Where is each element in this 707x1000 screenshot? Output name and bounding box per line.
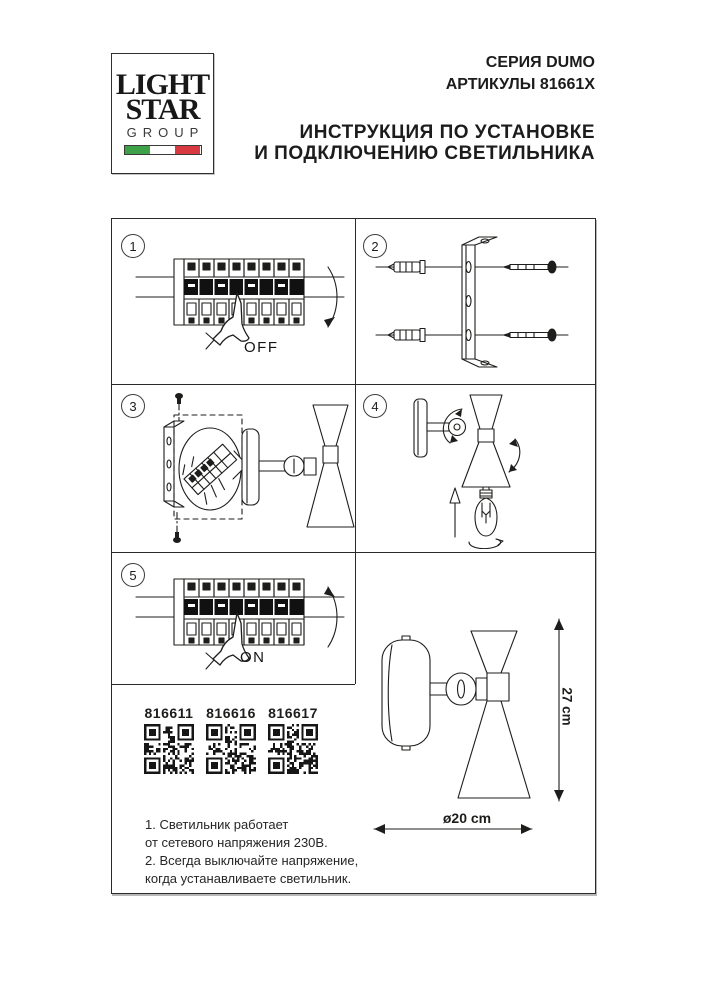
- qr-code-816611: [144, 724, 194, 774]
- off-label: OFF: [244, 339, 279, 356]
- grid-divider-row1: [112, 384, 595, 385]
- qr-code-816617: [268, 724, 318, 774]
- note-line-2: от сетевого напряжения 230В.: [145, 835, 328, 850]
- logo-word-group: GROUP: [126, 125, 205, 140]
- wiring-connection-illustration: [130, 389, 355, 547]
- series-and-articles: [446, 52, 595, 96]
- step-3-number: 3: [121, 394, 145, 418]
- qr-code-816616: [206, 724, 256, 774]
- step-5-number: 5: [121, 563, 145, 587]
- title-line-1: ИНСТРУКЦИЯ ПО УСТАНОВКЕ: [299, 122, 595, 143]
- flag-white-segment: [150, 146, 175, 154]
- series-label: СЕРИЯ DUMO: [485, 54, 595, 71]
- articles-label: АРТИКУЛЫ 81661X: [445, 76, 595, 93]
- safety-notes: [145, 816, 360, 888]
- article-number-3: 816617: [268, 705, 318, 721]
- title-line-2: И ПОДКЛЮЧЕНИЮ СВЕТИЛЬНИКА: [254, 143, 595, 164]
- logo-word-star: STAR: [125, 93, 200, 126]
- step-1-number: 1: [121, 234, 145, 258]
- flag-green-segment: [125, 146, 150, 154]
- diameter-dimension-label: ø20 cm: [442, 810, 492, 826]
- mounting-bracket-illustration: [364, 233, 582, 371]
- article-number-2: 816616: [206, 705, 256, 721]
- step-4-number: 4: [363, 394, 387, 418]
- note-line-1: 1. Светильник работает: [145, 817, 289, 832]
- italian-flag-bar: [124, 145, 202, 155]
- logo-word-light: LIGHT: [115, 68, 210, 101]
- flag-red-segment: [175, 146, 200, 154]
- height-dimension-label: 27 cm: [559, 687, 575, 726]
- note-line-4: когда устанавливаете светильник.: [145, 871, 352, 886]
- lightstar-logo: [111, 53, 214, 174]
- note-line-3: 2. Всегда выключайте напряжение,: [145, 853, 359, 868]
- bulb-installation-illustration: [360, 391, 565, 549]
- page-title: [254, 122, 595, 164]
- breaker-on-illustration: [134, 567, 346, 685]
- breaker-off-illustration: [134, 247, 346, 365]
- step-2-number: 2: [363, 234, 387, 258]
- lamp-dimensions-drawing: [354, 552, 594, 852]
- article-number-1: 816611: [144, 705, 194, 721]
- on-label: ON: [240, 649, 266, 666]
- instruction-grid: [111, 218, 596, 894]
